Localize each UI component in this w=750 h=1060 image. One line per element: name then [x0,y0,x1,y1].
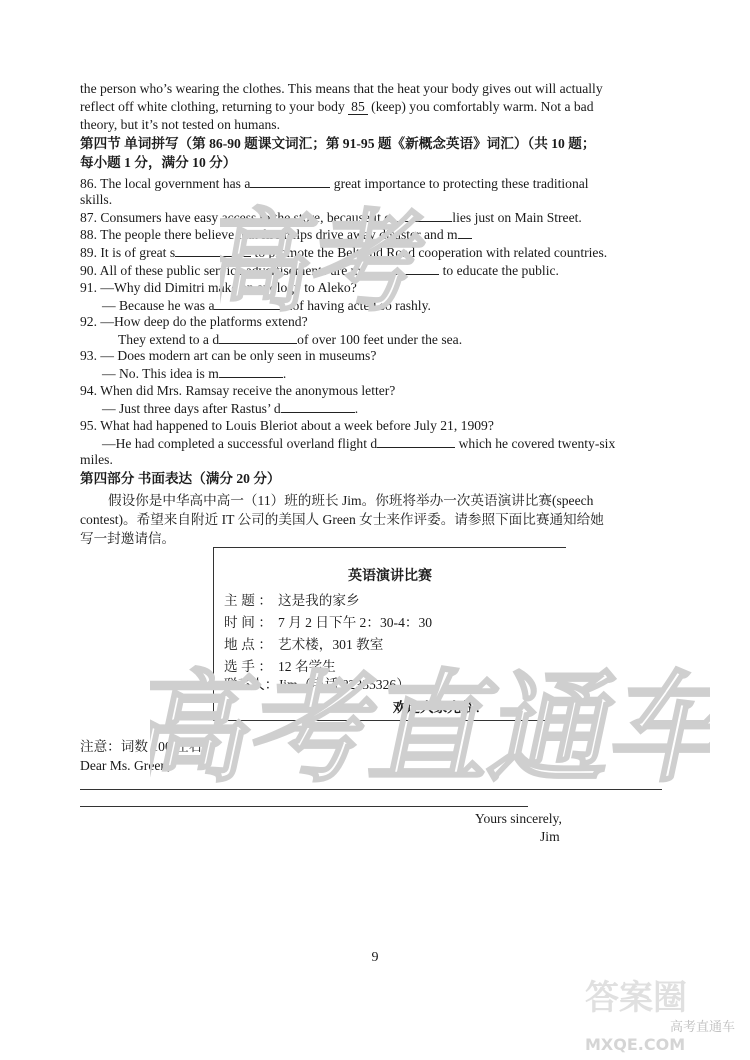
section-heading: 第四节 单词拼写（第 86-90 题课文词汇；第 91-95 题《新概念英语》词汇）（共 10 题； [80,136,596,151]
notice-row: 联系人：Jim（电话 82335326） [224,677,410,692]
prompt-line-2: contest)。希望来自附近 IT 公司的美国人 Green 女士来作评委。请参照下面比赛通知给她 [80,512,604,527]
question-90: 90. All of these public service advertisements are m to educate the public. [80,263,559,278]
letter-closing: Yours sincerely, [475,811,562,826]
answer-blank[interactable] [175,243,251,257]
question-94: 94. When did Mrs. Ramsay receive the anonymous letter? [80,383,396,398]
question-93: 93. — Does modern art can be only seen in museums? [80,348,377,363]
question-91-answer: — Because he was a of having acted so rashly. [102,298,431,313]
question-93-answer: — No. This idea is m . [102,366,287,381]
svg-text:高考直通车: 高考直通车 [150,658,710,799]
prompt-line-1: 假设你是中华高中高一（11）班的班长 Jim。你班将举办一次英语演讲比赛(speech [108,493,594,508]
notice-row: 选手： 12 名学生 [224,659,336,674]
question-86: 86. The local government has a great importance to protecting these traditional [80,176,589,191]
question-89: 89. It is of great s to promote the Belt and Road cooperation with related countries. [80,245,608,260]
answer-blank[interactable] [214,296,292,310]
answer-85: 85 [348,99,368,115]
notice-welcome: 欢迎大家光临！ [392,700,488,715]
answer-blank[interactable] [377,434,455,448]
passage-line-3: theory, but it’s not tested on humans. [80,117,280,132]
letter-signature: Jim [540,829,560,844]
notice-title: 英语演讲比赛 [348,569,432,584]
section-heading-2: 每小题 1 分，满分 10 分） [80,155,237,170]
question-95-answer: —He had completed a successful overland flight d which he covered twenty-six [102,436,616,451]
answer-blank[interactable] [390,208,452,222]
contest-notice-box [213,547,566,721]
question-94-answer: — Just three days after Rastus’ d . [102,401,359,416]
question-95-cont: miles. [80,452,113,467]
writing-line[interactable] [80,789,662,790]
notice-row: 地点： 艺术楼，301 教室 [224,637,384,652]
answer-blank[interactable] [281,399,355,413]
answer-blank[interactable] [219,364,283,378]
page-number: 9 [371,950,379,965]
svg-text:高考: 高考 [220,198,435,327]
answer-blank[interactable] [250,174,330,188]
corner-watermark: 答案圈 高考直通车 MXQE.COM [585,978,735,1054]
letter-greeting: Dear Ms. Green, [80,758,171,773]
writing-line[interactable] [80,806,528,807]
question-91: 91. —Why did Dimitri make an apology to Aleko? [80,280,357,295]
answer-blank[interactable] [458,225,472,239]
question-87: 87. Consumers have easy access to the store, because it c lies just on Main Street. [80,210,582,225]
question-95: 95. What had happened to Louis Bleriot about a week before July 21, 1909? [80,418,494,433]
prompt-line-3: 写一封邀请信。 [80,531,176,546]
question-92-answer: They extend to a d of over 100 feet under the sea. [118,332,463,347]
answer-blank[interactable] [219,330,297,344]
notice-row: 主题： 这是我的家乡 [224,593,360,608]
question-92: 92. —How deep do the platforms extend? [80,314,308,329]
question-86-cont: skills. [80,192,113,207]
notice-row: 时间： 7 月 2 日下午 2：30-4：30 [224,615,433,630]
part-heading: 第四部分 书面表达（满分 20 分） [80,471,281,486]
question-88: 88. The people there believe that fire helps drive away disaster and m [80,225,472,243]
word-count-note: 注意：词数 100 左右。 [80,739,216,754]
answer-blank[interactable] [361,261,439,275]
passage-line-2: reflect off white clothing, returning to your body 85 (keep) you comfortably warm. Not a bad [80,99,594,114]
passage-line-1: the person who’s wearing the clothes. This means that the heat your body gives out will actually [80,81,603,96]
